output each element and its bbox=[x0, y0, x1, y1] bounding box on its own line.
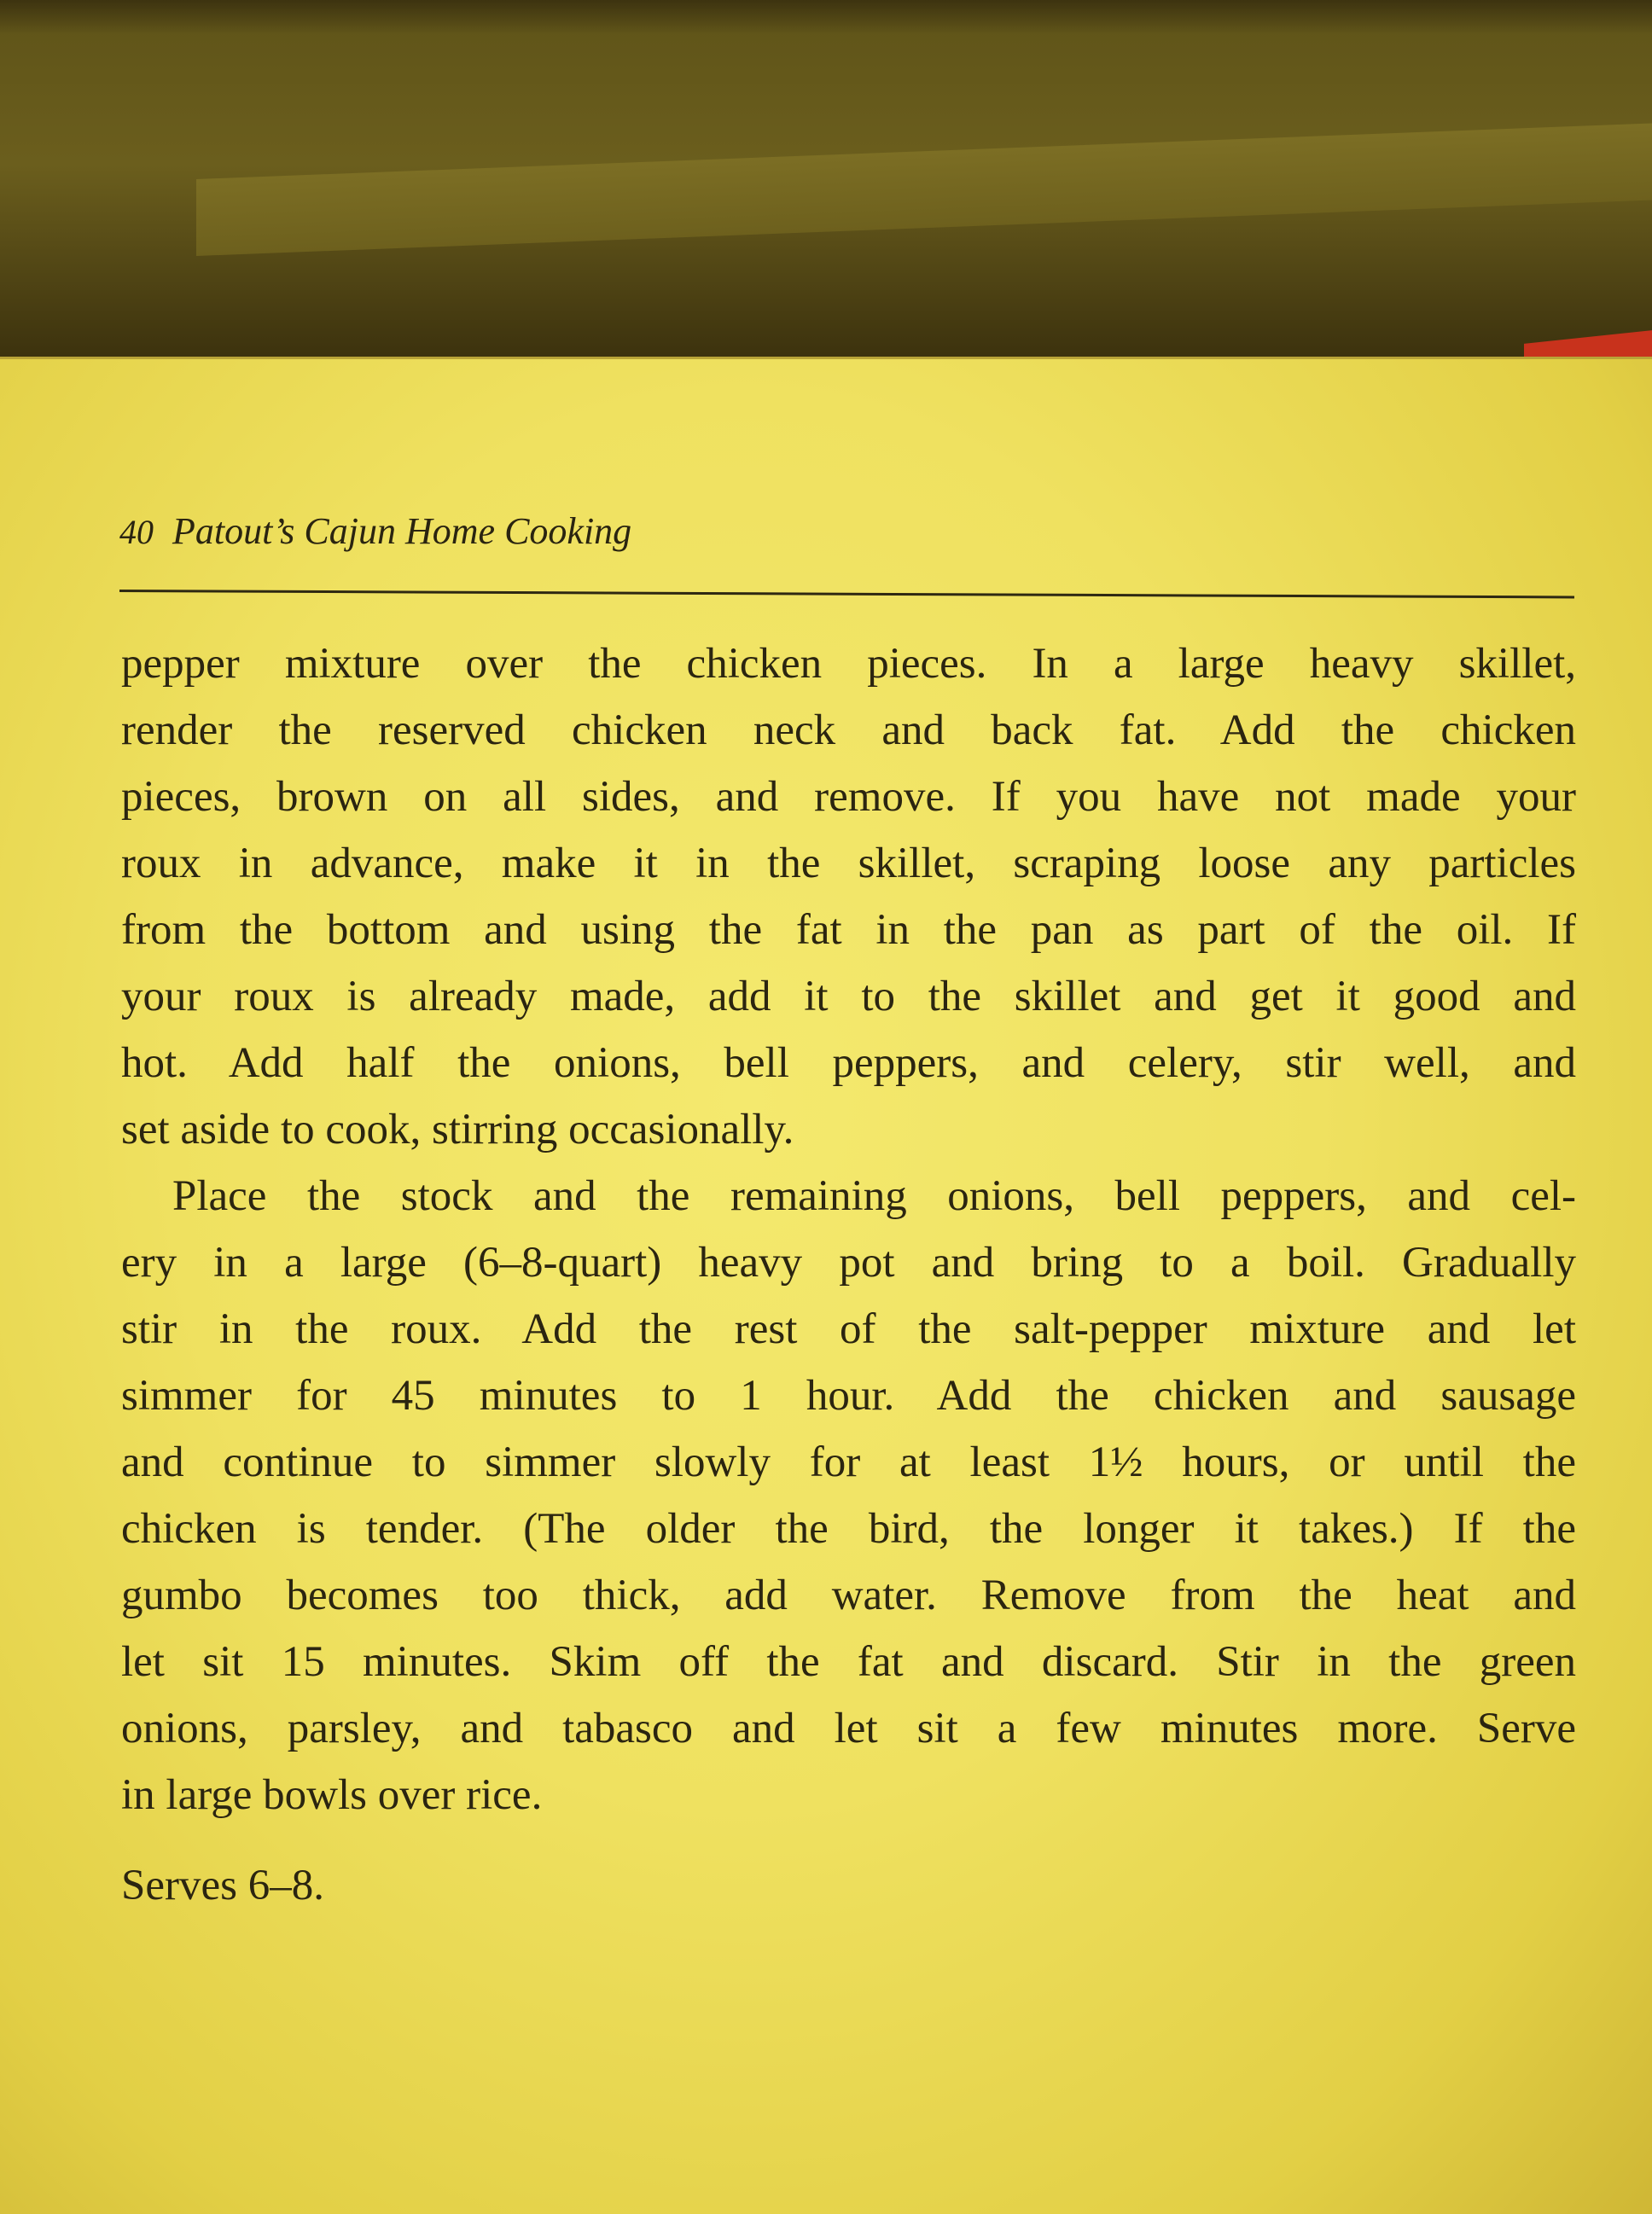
text-line: pieces, brown on all sides, and remove. If you have not made your bbox=[121, 773, 1576, 821]
text-line: Place the stock and the remaining onions, bell peppers, and cel- bbox=[172, 1172, 1576, 1220]
paragraph-2 bbox=[121, 1163, 1576, 1828]
recipe-text bbox=[121, 630, 1576, 1919]
book-title: Patout’s Cajun Home Cooking bbox=[172, 510, 632, 552]
wall-shadow bbox=[0, 0, 1652, 34]
text-line: and continue to simmer slowly for at least 1½ hours, or until the bbox=[121, 1438, 1576, 1486]
text-line: chicken is tender. (The older the bird, the longer it takes.) If the bbox=[121, 1505, 1576, 1553]
recipe-yield: Serves 6–8. bbox=[121, 1862, 324, 1909]
wall-ledge bbox=[196, 123, 1652, 256]
text-line: in large bowls over rice. bbox=[121, 1771, 543, 1819]
text-line: roux in advance, make it in the skillet, scraping loose any particles bbox=[121, 840, 1576, 887]
text-line: your roux is already made, add it to the skillet and get it good and bbox=[121, 973, 1576, 1020]
text-line: gumbo becomes too thick, add water. Remove from the heat and bbox=[121, 1572, 1576, 1619]
text-line: stir in the roux. Add the rest of the salt-pepper mixture and let bbox=[121, 1305, 1576, 1353]
text-line: render the reserved chicken neck and back fat. Add the chicken bbox=[121, 706, 1576, 754]
header-rule bbox=[119, 590, 1574, 598]
text-line: simmer for 45 minutes to 1 hour. Add the chicken and sausage bbox=[121, 1372, 1576, 1420]
text-line: from the bottom and using the fat in the pan as part of the oil. If bbox=[121, 906, 1576, 954]
running-head bbox=[119, 509, 1570, 553]
text-line: hot. Add half the onions, bell peppers, and celery, stir well, and bbox=[121, 1039, 1576, 1087]
text-line: ery in a large (6–8-quart) heavy pot and bring to a boil. Gradually bbox=[121, 1239, 1576, 1287]
text-line: onions, parsley, and tabasco and let sit a few minutes more. Serve bbox=[121, 1705, 1576, 1752]
text-line: let sit 15 minutes. Skim off the fat and discard. Stir in the green bbox=[121, 1638, 1576, 1686]
page-number: 40 bbox=[119, 513, 154, 551]
book-page bbox=[0, 357, 1652, 2214]
paragraph-1 bbox=[121, 630, 1576, 1163]
text-line: set aside to cook, stirring occasionally. bbox=[121, 1106, 794, 1153]
text-line: pepper mixture over the chicken pieces. In a large heavy skillet, bbox=[121, 640, 1576, 688]
background-wall bbox=[0, 0, 1652, 367]
